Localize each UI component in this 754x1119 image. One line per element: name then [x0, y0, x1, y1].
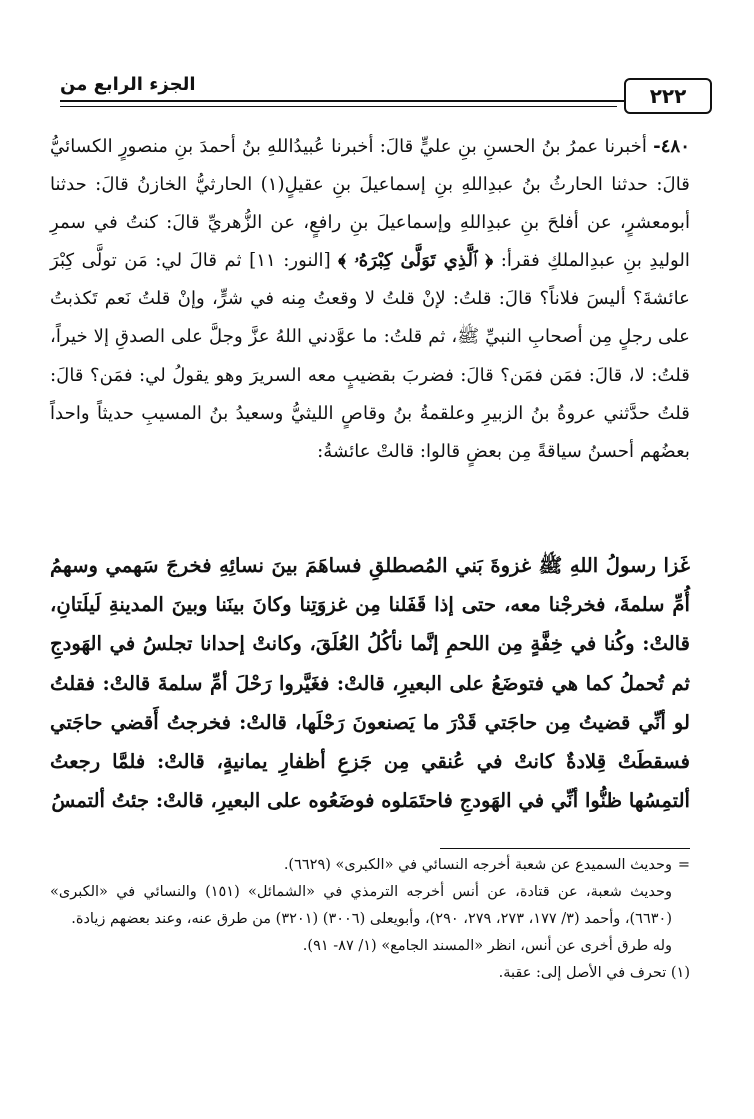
header-rule-thin: [60, 106, 617, 107]
footnote-continuation: [50, 852, 690, 879]
page-header: [60, 60, 712, 120]
footnote-separator: [440, 848, 690, 849]
hadith-isnad: أخبرنا عمرُ بنُ الحسنِ بنِ عليٍّ قالَ: أخبرنا عُبيدُاللهِ بنُ أحمدَ بنِ منصورٍ الكسائيُّ قالَ: حدثنا الحارثُ بنُ عبدِاللهِ بنِ إسماعيلَ بنِ عقيلٍ(١) الحارثيُّ الخازنُ قالَ: حدثنا أبومعشرٍ، عن أفلحَ بنِ عبدِاللهِ وإسماعيلَ بنِ رافعٍ، عن الزُّهريِّ قالَ: كنتُ في سمرِ الوليدِ بنِ عبدِالملكِ فقرأ:: [50, 136, 691, 272]
footnote-line-1: وحديث السميدع عن شعبة أخرجه النسائي في «الكبرى» (٦٦٢٩).: [283, 857, 672, 873]
quran-verse: ﴿ ٱلَّذِي تَوَلَّىٰ كِبْرَهُۥ ﴾: [338, 250, 494, 272]
footnotes: [50, 852, 690, 987]
header-rule: [60, 100, 712, 102]
page-number: ٢٢٢: [624, 78, 712, 114]
continuation-mark: =: [677, 857, 690, 873]
hadith-paragraph: [50, 128, 690, 471]
footnote-line-3: وله طرق أخرى عن أنس، انظر «المسند الجامع» (١/ ٨٧- ٩١).: [302, 938, 672, 954]
running-title: الجزء الرابع من: [60, 74, 196, 95]
footnote-1: (١) تحرف في الأصل إلى: عقبة.: [498, 965, 690, 981]
narration-text: [50, 546, 690, 820]
footnote-line-2: وحديث شعبة، عن قتادة، عن أنس أخرجه الترمذي في «الشمائل» (١٥١) والنسائي في «الكبرى» (٦٦٣٠)، وأحمد (٣/ ١٧٧، ٢٧٣، ٢٧٩، ٢٩٠)، وأبويعلى (٣٠٠٦) (٣٢٠١) من طرق عنه، وعند بعضهم زيادة.: [50, 884, 672, 927]
narration-paragraph: غَزا رسولُ اللهِ ﷺ غزوةَ بَني المُصطلقِ فساهَمَ بينَ نسائِهِ فخرجَ سَهمي وسهمُ أُمِّ سلمةَ، فخرجْنا معه، حتى إذا قَفَلنا مِن غزوَتِنا وكانَ بينَنا وبينَ المدينةِ لَيلَتانِ، قالتْ: وكُنا في خِفَّةٍ مِن اللحمِ إنَّما نأكُلُ العُلَقَ، وكانتْ إحدانا تجلسُ في الهَودجِ ثم تُحملُ كما هي فتوضَعُ على البعيرِ، قالتْ: فغَيَّروا رَحْلَ أمِّ سلمةَ قالتْ: فقلتُ لو أنِّي قضيتُ مِن حاجَتي قَدْرَ ما يَصنعونَ رَحْلَها، قالتْ: فخرجتُ أَقضي حاجَتي فسقطَتْ قِلادةٌ كانتْ في عُنقي مِن جَزعِ أظفارِ يمانيةٍ، قالتْ: فلمَّا رجعتُ ألتمِسُها ظنُّوا أنِّي في الهَودجِ فاحتَمَلوه فوضَعُوه على البعيرِ، قالتْ: جئتُ ألتمسُ: [50, 554, 690, 813]
hadith-number: ٤٨٠-: [653, 136, 690, 157]
hadith-text: [50, 128, 690, 471]
hadith-continuation: [النور: ١١] ثم قالَ لي: مَن تولَّى كِبْرَ عائشةَ؟ أليسَ فلاناً؟ قالَ: قلتُ: لإنْ قلتُ لا وقعتُ مِنه في شرٍّ، وإنْ قلتُ نَعم تَكذبتُ على رجلٍ مِن أصحابِ النبيِّ ﷺ، ثم قلتُ: ما عوَّدني اللهُ عزَّ وجلَّ على الصدقِ إلا خيراً، قلتُ: لا، قالَ: فمَن فمَن؟ قالَ: فضربَ بقضيبٍ معه السريرَ وهو يقولُ لي: فمَن؟ قالَ: قلتُ حدَّثني عروةُ بنُ الزبيرِ وعلقمةُ بنُ وقاصٍ الليثيُّ وسعيدُ بنُ المسيبِ حديثاً واحداً بعضُهم أحسنُ سياقةً مِن بعضٍ قالوا: قالتْ عائشةُ:: [50, 250, 690, 462]
